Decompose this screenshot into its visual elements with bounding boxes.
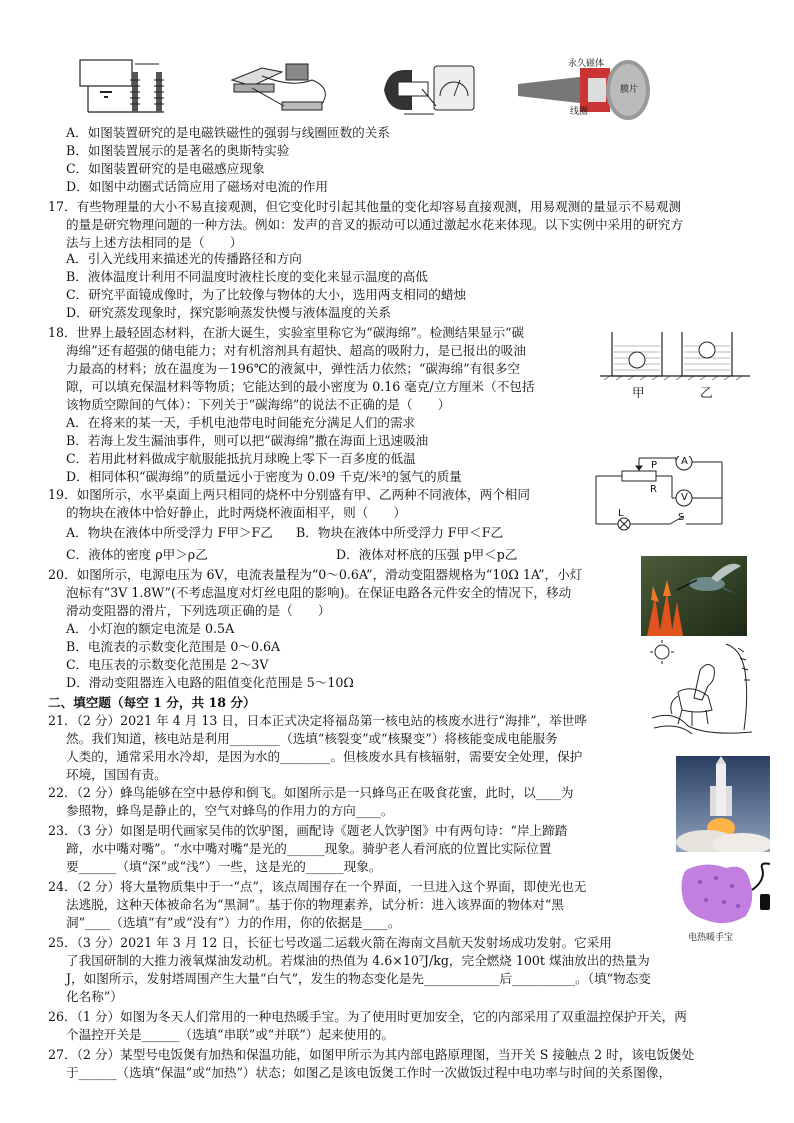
q20-option-a: A．小灯泡的额定电流是 0.5A <box>66 621 235 636</box>
q20-option-b: B．电流表的示数变化范围是 0～0.6A <box>66 639 281 654</box>
q23-line-3: 要______（填“深”或“浅”）一些，这是光的______现象。 <box>66 859 382 874</box>
q17-option-c: C．研究平面镜成像时，为了比较像与物体的大小，选用两支相同的蜡烛 <box>66 287 467 302</box>
circuit-label-l: L <box>618 508 624 519</box>
q26-line-1: 26．（1 分）如图为冬天人们常用的一种电热暖手宝。为了使用时更加安全，它的内部采用了双重温控保护开关，两 <box>48 1009 687 1024</box>
q16-option-a: A．如图装置研究的是电磁铁磁性的强弱与线圈匝数的关系 <box>66 125 390 140</box>
q22-line-1: 22．（2 分）蜂鸟能够在空中悬停和倒飞。如图所示是一只蜂鸟正在吸食花蜜，此时，以____为 <box>48 785 574 800</box>
q20-option-d: D．滑动变阻器连入电路的阻值变化范围是 5～10Ω <box>66 675 354 690</box>
q20-stem-1: 20．如图所示，电源电压为 6V，电流表量程为“0～0.6A”，滑动变阻器规格为“10Ω 1A”，小灯 <box>48 567 583 582</box>
q27-line-2: 于______（选填“保温”或“加热”）状态；如图乙是该电饭煲工作时一次做饭过程中电功率与时间的关系图像， <box>66 1065 672 1080</box>
beakers-figure <box>600 330 750 380</box>
q26-line-2: 个温控开关是______（选填“串联”或“并联”）起来使用的。 <box>66 1027 395 1042</box>
q19-option-c: C．液体的密度 ρ甲＞ρ乙 <box>66 547 208 562</box>
q18-option-a: A．在将来的某一天，手机电池带电时间能充分满足人们的需求 <box>66 415 416 430</box>
q17-stem-1: 17．有些物理量的大小不易直接观测，但它变化时引起其他量的变化却容易直接观测，用易观测的量显示不易观测 <box>48 199 682 214</box>
q21-line-3: 人类的，通常采用水冷却，是因为水的________。但核废水具有核辐射，需要安全处理，保护 <box>66 749 583 764</box>
hummingbird-photo <box>641 556 747 636</box>
circuit-label-v: V <box>681 492 688 503</box>
q19-option-a: A．物块在液体中所受浮力 F甲＞F乙 <box>66 525 273 540</box>
q19-option-d: D．液体对杯底的压强 p甲＜p乙 <box>336 547 518 562</box>
electromagnet-figure <box>74 52 174 122</box>
q18-option-d: D．相同体积“碳海绵”的质量远小于密度为 0.09 千克/米³的氢气的质量 <box>66 469 462 484</box>
q17-option-a: A．引入光线用来描述光的传播路径和方向 <box>66 251 302 266</box>
mic-label-magnet: 永久磁体 <box>568 59 605 69</box>
circuit-label-p: P <box>651 460 658 471</box>
q24-line-3: 洞”____（选填“有”或“没有”）力的作用，你的依据是____。 <box>66 915 401 930</box>
beaker-label-yi: 乙 <box>700 385 713 400</box>
q18-stem-3: 力最高的材料；放在温度为－196℃的液氮中，弹性活力依然；“碳海绵”有很多空 <box>66 361 521 376</box>
q18-stem-5: 该物质空隙间的气体）：下列关于“碳海绵”的说法不正确的是（ ） <box>66 397 451 412</box>
hand-warmer-photo <box>676 860 776 930</box>
q21-line-1: 21．（2 分）2021 年 4 月 13 日，日本正式决定将福岛第一核电站的核废水进行“海排”，举世哗 <box>48 713 587 728</box>
q25-line-1: 25．（3 分）2021 年 3 月 12 日，长征七号改遥二运载火箭在海南文昌航天发射场成功发射。它采用 <box>48 935 612 950</box>
circuit-label-r: R <box>650 484 657 495</box>
circuit-figure <box>592 456 732 532</box>
q16-option-b: B．如图装置展示的是著名的奥斯特实验 <box>66 143 290 158</box>
beaker-label-jia: 甲 <box>632 385 645 400</box>
q17-option-b: B．液体温度计利用不同温度时液柱长度的变化来显示温度的高低 <box>66 269 428 284</box>
oersted-figure <box>222 58 342 120</box>
q18-stem-1: 18．世界上最轻固态材料，在浙大诞生，实验室里称它为“碳海绵”。检测结果显示“碳 <box>48 325 525 340</box>
q22-line-2: 参照物，蜂鸟是静止的，空气对蜂鸟的作用力的方向____。 <box>66 803 394 818</box>
hand-warmer-caption: 电热暖手宝 <box>688 933 734 943</box>
mic-label-coil: 线圈 <box>570 107 589 117</box>
q25-line-3: J，如图所示，发射塔周围产生大量“白气”，发生的物态变化是先____________后__________。（填“物态变 <box>66 971 651 986</box>
q27-line-1: 27．（2 分）某型号电饭煲有加热和保温功能，如图甲所示为其内部电路原理图，当开关 S 接触点 2 时，该电饭煲处 <box>48 1047 695 1062</box>
q20-option-c: C．电压表的示数变化范围是 2～3V <box>66 657 269 672</box>
q16-option-c: C．如图装置研究的是电磁感应现象 <box>66 161 265 176</box>
q19-stem-2: 的物块在液体中恰好静止，此时两烧杯液面相平，则（ ） <box>66 505 407 520</box>
q18-option-b: B．若海上发生漏油事件，则可以把“碳海绵”撒在海面上迅速吸油 <box>66 433 429 448</box>
q23-line-2: 蹄，水中嘴对嘴”。“水中嘴对嘴”是光的______现象。骑驴老人看河底的位置比实际位置 <box>66 841 552 856</box>
q19-stem-1: 19．如图所示，水平桌面上两只相同的烧杯中分别盛有甲、乙两种不同液体，两个相同 <box>48 487 530 502</box>
q17-stem-2: 的量是研究物理问题的一种方法。例如：发声的音叉的振动可以通过激起水花来体现。以下实例中采用的研究方 <box>66 217 684 232</box>
donkey-drinking-drawing <box>648 640 758 738</box>
q16-option-d: D．如图中动圈式话筒应用了磁场对电流的作用 <box>66 179 328 194</box>
induction-figure <box>378 56 478 122</box>
section2-heading: 二、填空题（每空 1 分，共 18 分） <box>48 695 256 710</box>
q21-line-4: 环境，国国有责。 <box>66 767 167 782</box>
mic-label-diaphragm: 膜片 <box>620 85 639 95</box>
q20-stem-2: 泡标有“3V 1.8W”(不考虑温度对灯丝电阻的影响)。在保证电路各元件安全的情况下，移动 <box>66 585 572 600</box>
q24-line-1: 24．（2 分）将大量物质集中于一“点”，该点周围存在一个界面，一旦进入这个界面，即使光也无 <box>48 879 587 894</box>
q20-stem-3: 滑动变阻器的滑片，下列选项正确的是（ ） <box>66 603 331 618</box>
q25-line-2: 了我国研制的大推力液氧煤油发动机。若煤油的热值为 4.6×10⁷J/kg，完全燃烧 100t 煤油放出的热量为 <box>66 953 650 968</box>
q17-option-d: D．研究蒸发现象时，探究影响蒸发快慢与液体温度的关系 <box>66 305 391 320</box>
q18-stem-2: 海绵”还有超强的储电能力；对有机溶剂具有超快、超高的吸附力，是已报出的吸油 <box>66 343 526 358</box>
q18-stem-4: 隙，可以填充保温材料等物质；它能达到的最小密度为 0.16 毫克/立方厘米（不包括 <box>66 379 535 394</box>
q19-option-b: B．物块在液体中所受浮力 F甲＜F乙 <box>296 525 504 540</box>
circuit-label-a: A <box>681 456 688 467</box>
q23-line-1: 23．（3 分）如图是明代画家吴伟的饮驴图，画配诗《题老人饮驴图》中有两句诗：“岸上蹄踏 <box>48 823 568 838</box>
q18-option-c: C．若用此材料做成宇航服能抵抗月球晚上零下一百多度的低温 <box>66 451 416 466</box>
q21-line-2: 然。我们知道，核电站是利用________（选填“核裂变”或“核聚变”）将核能变成电能服务 <box>66 731 558 746</box>
q24-line-2: 法逃脱，这种天体被命名为“黑洞”。基于你的物理素养，试分析：进入该界面的物体对“黑 <box>66 897 564 912</box>
rocket-launch-photo <box>676 756 770 852</box>
q25-line-4: 化名称”） <box>66 989 123 1004</box>
q17-stem-3: 法与上述方法相同的是（ ） <box>66 235 243 250</box>
circuit-label-s: S <box>678 512 685 523</box>
